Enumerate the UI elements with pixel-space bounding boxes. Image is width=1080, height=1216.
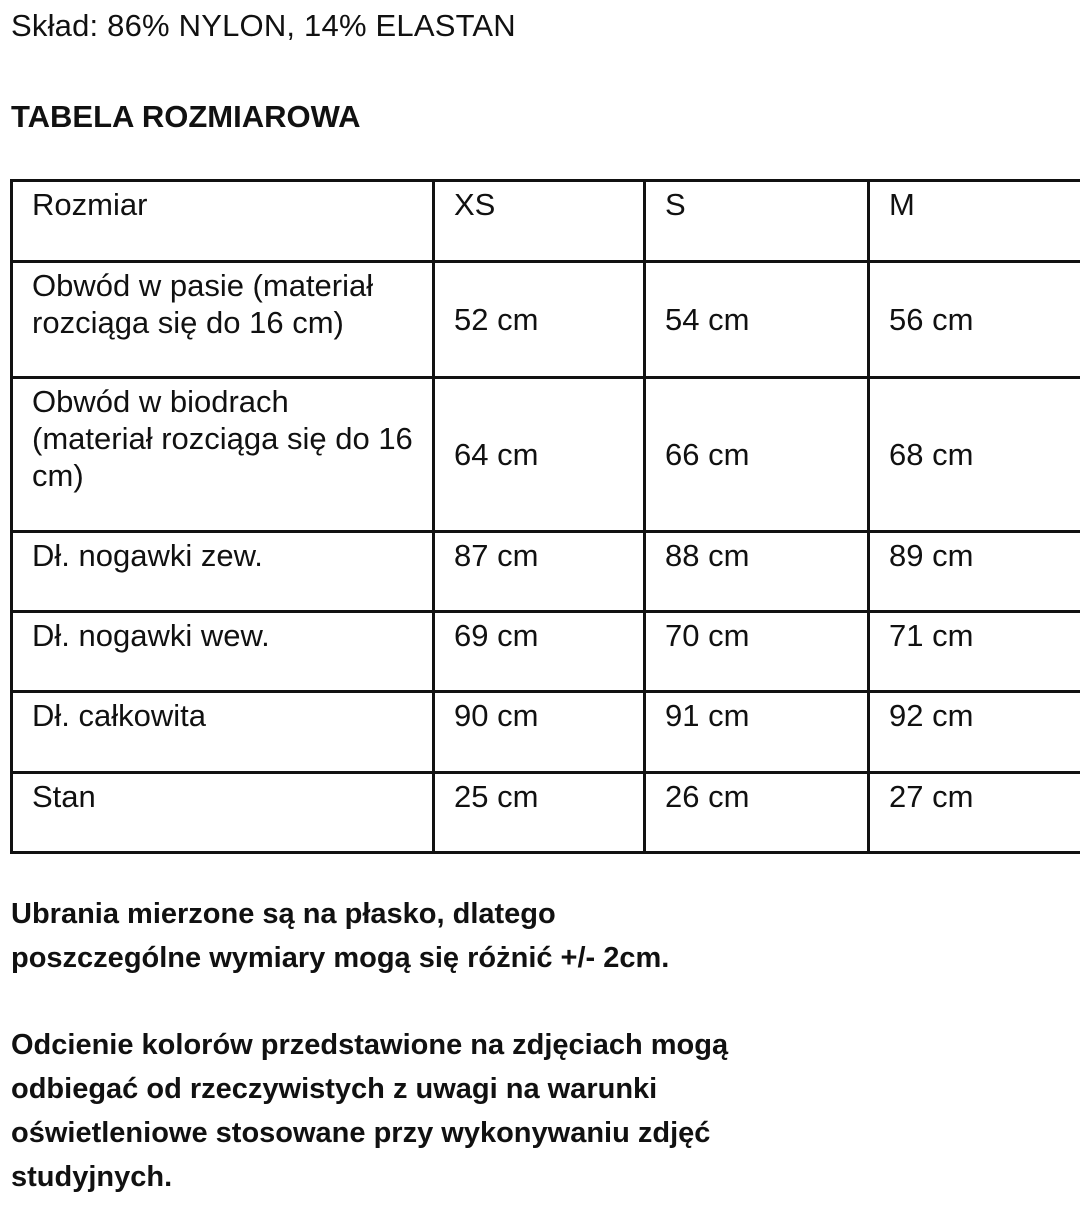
color-note-line: Odcienie kolorów przedstawione na zdjęciach mogą bbox=[11, 1029, 729, 1061]
table-row bbox=[12, 773, 1080, 853]
header-cell-s: S bbox=[645, 181, 869, 262]
cell-value: 87 cm bbox=[434, 532, 645, 612]
row-label-inner-leg: Dł. nogawki wew. bbox=[12, 612, 434, 692]
table-header-row bbox=[12, 181, 1080, 262]
cell-value: 56 cm bbox=[869, 262, 1080, 378]
cell-value: 64 cm bbox=[434, 378, 645, 532]
row-label-total-length: Dł. całkowita bbox=[12, 692, 434, 773]
cell-value: 68 cm bbox=[869, 378, 1080, 532]
table-row bbox=[12, 378, 1080, 532]
cell-value: 90 cm bbox=[434, 692, 645, 773]
measurement-note bbox=[11, 892, 1071, 980]
cell-value: 26 cm bbox=[645, 773, 869, 853]
header-cell-m: M bbox=[869, 181, 1080, 262]
measurement-note-line: Ubrania mierzone są na płasko, dlatego bbox=[11, 898, 556, 930]
cell-value: 52 cm bbox=[434, 262, 645, 378]
color-note-line: odbiegać od rzeczywistych z uwagi na warunki bbox=[11, 1073, 658, 1105]
cell-value: 89 cm bbox=[869, 532, 1080, 612]
composition-text: Skład: 86% NYLON, 14% ELASTAN bbox=[11, 8, 516, 43]
cell-value: 25 cm bbox=[434, 773, 645, 853]
color-note bbox=[11, 1023, 1071, 1199]
row-label-hips: Obwód w biodrach (materiał rozciąga się do 16 cm) bbox=[12, 378, 434, 532]
row-label-outer-leg: Dł. nogawki zew. bbox=[12, 532, 434, 612]
header-cell-size: Rozmiar bbox=[12, 181, 434, 262]
size-table bbox=[10, 179, 1080, 854]
cell-value: 92 cm bbox=[869, 692, 1080, 773]
color-note-line: studyjnych. bbox=[11, 1161, 173, 1193]
header-cell-xs: XS bbox=[434, 181, 645, 262]
cell-value: 66 cm bbox=[645, 378, 869, 532]
row-label-waist: Obwód w pasie (materiał rozciąga się do 16 cm) bbox=[12, 262, 434, 378]
cell-value: 54 cm bbox=[645, 262, 869, 378]
cell-value: 69 cm bbox=[434, 612, 645, 692]
cell-value: 71 cm bbox=[869, 612, 1080, 692]
cell-value: 70 cm bbox=[645, 612, 869, 692]
table-row bbox=[12, 262, 1080, 378]
row-label-rise: Stan bbox=[12, 773, 434, 853]
color-note-line: oświetleniowe stosowane przy wykonywaniu zdjęć bbox=[11, 1117, 711, 1149]
cell-value: 91 cm bbox=[645, 692, 869, 773]
cell-value: 88 cm bbox=[645, 532, 869, 612]
table-row bbox=[12, 612, 1080, 692]
measurement-note-line: poszczególne wymiary mogą się różnić +/- 2cm. bbox=[11, 942, 670, 974]
table-row bbox=[12, 532, 1080, 612]
cell-value: 27 cm bbox=[869, 773, 1080, 853]
size-table-title: TABELA ROZMIAROWA bbox=[11, 99, 361, 134]
table-row bbox=[12, 692, 1080, 773]
